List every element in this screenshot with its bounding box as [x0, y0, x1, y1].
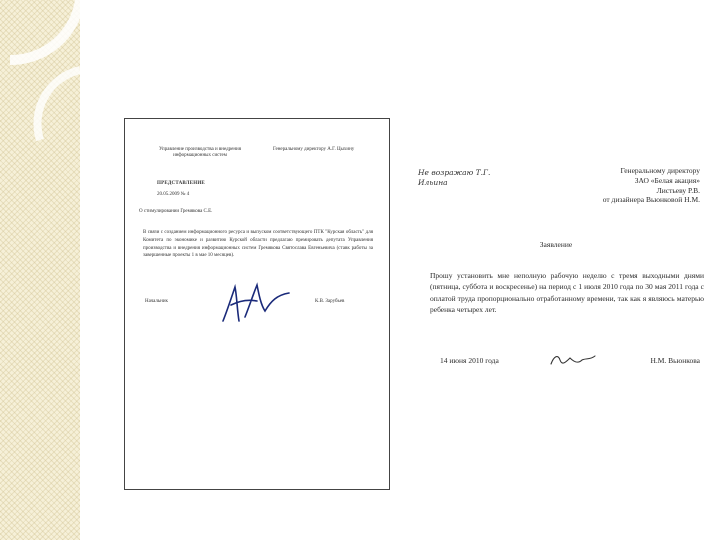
decorative-side-strip: [0, 0, 80, 540]
decorative-arcs: [0, 0, 80, 540]
memo-document: [124, 118, 390, 490]
application-signature: [548, 350, 598, 370]
approval-visa: Не возражаю Т.Г. Ильина: [418, 168, 491, 187]
application-addressee: [500, 166, 700, 205]
application-sign-name: Н.М. Вьюнкова: [650, 356, 700, 365]
application-title: Заявление: [539, 240, 573, 249]
memo-from-organization: Управление производства и внедрения информационных систем: [158, 147, 242, 159]
memo-subject: О стимулировании Гремякова С.Е.: [139, 209, 213, 214]
addressee-line: Листьеву Р.В.: [656, 185, 700, 195]
memo-signature: [217, 281, 297, 327]
memo-sign-title: Начальник: [145, 299, 168, 304]
memo-sign-name: К.В. Зарубьев: [315, 299, 345, 304]
addressee-line: ЗАО «Белая акация»: [634, 175, 700, 185]
memo-date-number: 20.05.2009 № 4: [157, 192, 190, 197]
application-date: 14 июня 2010 года: [440, 356, 499, 365]
memo-body: В связи с созданием информационного ресурса и выпуском соответствующего ПТК "Курская область" для Комитета по экономике и развитию Курской области предлагаю премировать депутата Управления производства и внедрения информационных систем Гремякова Святослава Евгеньевича (ставк работы за завершенные проекты 1 в мае 10 месяцев).: [143, 230, 373, 259]
addressee-line: от дизайнера Вьюнковой Н.М.: [602, 195, 700, 205]
application-body: Прошу установить мне неполную рабочую неделю с тремя выходными днями (пятница, суббота и воскресенье) на период с 1 июля 2010 года по 30 мая 2011 года с оплатой труда пропорционально отработанному времени, так как я являюсь матерью ребенка четырех лет.: [430, 271, 704, 314]
addressee-line: Генеральному директору: [620, 166, 700, 175]
memo-addressee: Генеральному директору А.Г. Цыхину: [273, 147, 355, 152]
memo-document-type: ПРЕДСТАВЛЕНИЕ: [157, 181, 205, 186]
application-document: [408, 150, 704, 365]
